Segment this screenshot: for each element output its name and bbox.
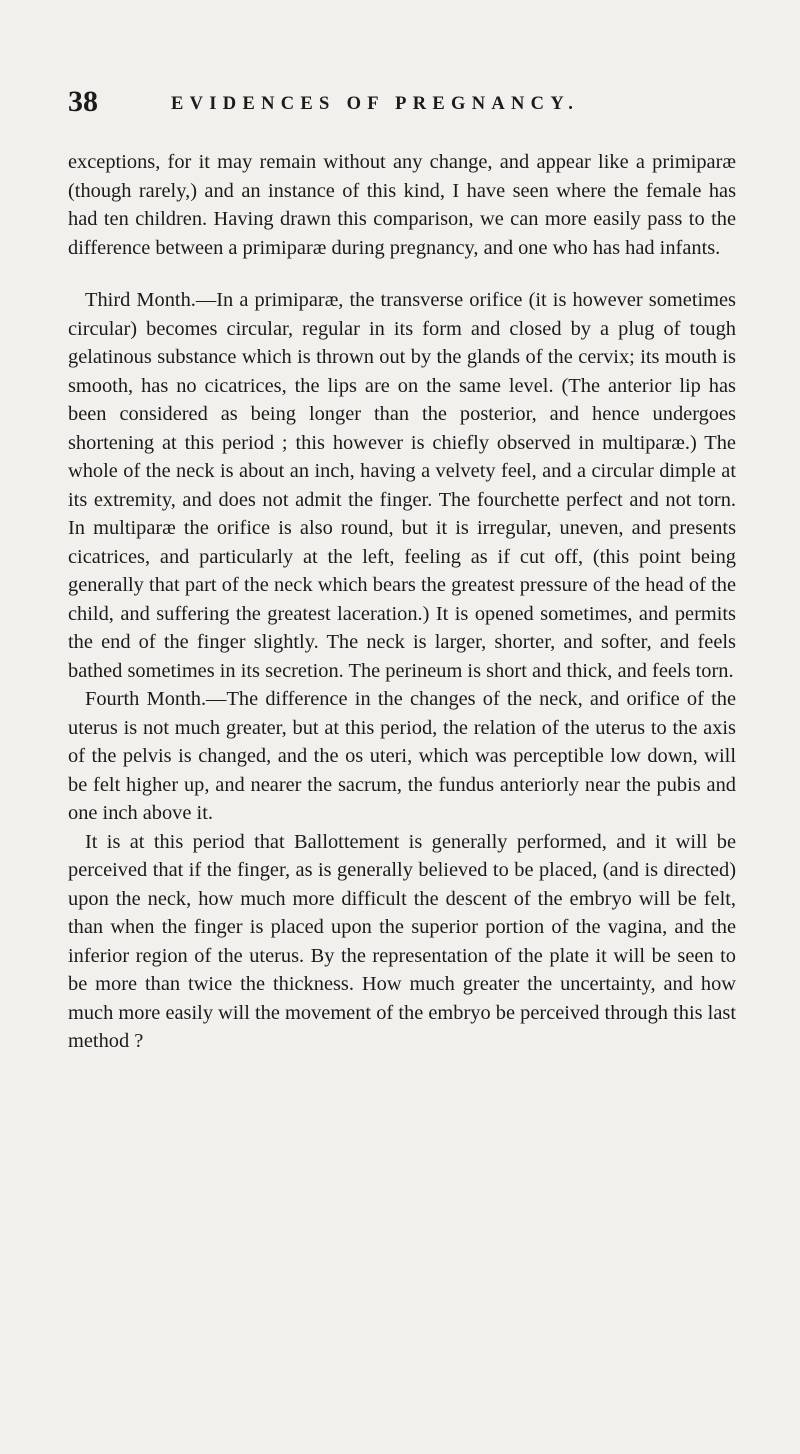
paragraph-fourth-month: Fourth Month.—The difference in the changes of the neck, and orifice of the uterus is not much greater, but at this period, the relation of the uterus to the axis of the pelvis is changed, and the os uteri, which was perceptible low down, will be felt higher up, and nearer the sacrum, the fundus anteriorly near the pubis and one inch above it. [68, 688, 736, 824]
paragraph-ballottement: It is at this period that Ballottement is generally performed, and it will be perceived that if the finger, as is generally believed to be placed, (and is directed) upon the neck, how much more difficult the descent of the embryo will be felt, than when the finger is placed upon the superior portion of the vagina, and the inferior region of the uterus. By the representation of the plate it will be seen to be more than twice the thickness. How much greater the uncertainty, and how much more easily will the movement of the embryo be perceived through this last method ? [68, 830, 736, 1052]
page-header [68, 82, 768, 122]
paragraph-third-month: Third Month.—In a primiparæ, the transverse orifice (it is however sometimes circular) becomes circular, regular in its form and closed by a plug of tough gelatinous substance which is thrown out by the glands of the cervix; its mouth is smooth, has no cicatrices, the lips are on the same level. (The anterior lip has been considered as being longer than the posterior, and hence undergoes shortening at this period ; this however is chiefly observed in multiparæ.) The whole of the neck is about an inch, having a velvety feel, and a circular dimple at its extremity, and does not admit the finger. The fourchette perfect and not torn. In multiparæ the orifice is also round, but it is irregular, uneven, and presents cicatrices, and particularly at the left, feeling as if cut off, (this point being generally that part of the neck which bears the greatest pressure of the head of the child, and suffering the greatest laceration.) It is opened sometimes, and permits the end of the finger slightly. The neck is larger, shorter, and softer, and feels bathed sometimes in its secretion. The perineum is short and thick, and feels torn. [68, 289, 736, 682]
paragraph-intro: exceptions, for it may remain without any change, and appear like a primiparæ (though rarely,) and an instance of this kind, I have seen where the female has had ten children. Having drawn this comparison, we can more easily pass to the difference between a primiparæ during pregnancy, and one who has had infants. [68, 151, 736, 259]
page-number: 38 [68, 85, 98, 118]
running-title: EVIDENCES OF PREGNANCY. [171, 94, 580, 114]
body-text [68, 148, 736, 1056]
paragraph-spacer [68, 262, 736, 286]
